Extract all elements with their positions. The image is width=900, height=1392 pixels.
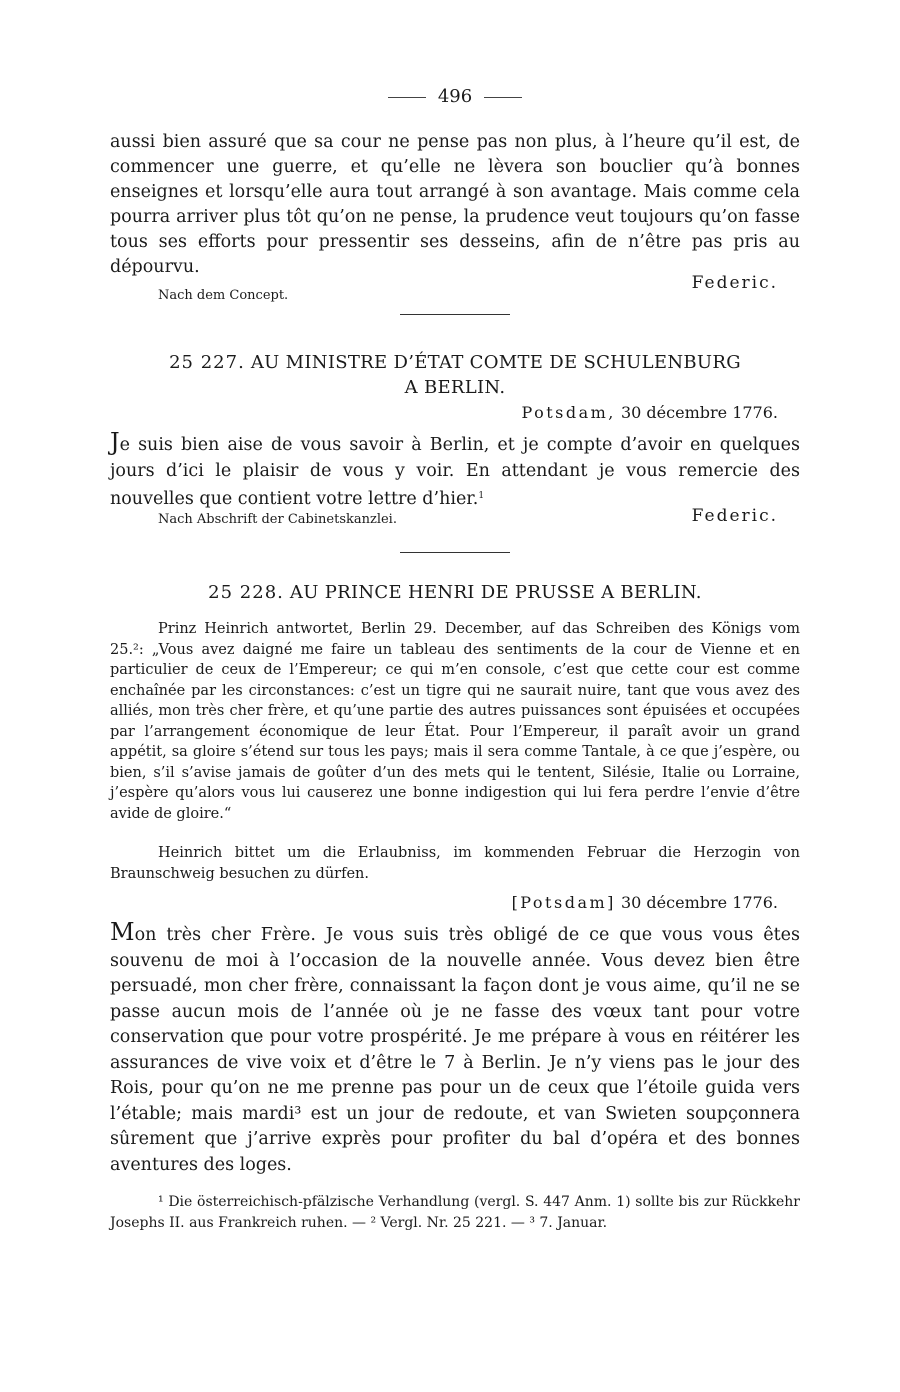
letter2-heading-line1: AU MINISTRE D’ÉTAT COMTE DE SCHULENBURG (250, 352, 741, 373)
letter2-heading-line2: A BERLIN. (404, 377, 506, 398)
letter2-body (110, 430, 800, 513)
letter2-text: e suis bien aise de vous savoir à Berlin, et je compte d’avoir en quelques jours d’ici le plaisir de vous y voir. En attendant je vous remercie des nouvelles que contient votre lettre d’hier. (110, 435, 800, 509)
letter3-place: [Potsdam] (511, 893, 616, 912)
letter3-summary2: Heinrich bittet um die Erlaubniss, im kommenden Februar die Herzogin von Braunschweig besuchen zu dürfen. (110, 845, 800, 882)
letter3-heading-text: AU PRINCE HENRI DE PRUSSE A BERLIN. (289, 582, 702, 603)
letter3-text: on très cher Frère. Je vous suis très obligé de ce que vous vous êtes souvenu de moi à l’occasion de la nouvelle année. Vous devez bien être persuadé, mon cher frère, connaissant la façon dont je vous aime, qu’il ne se passe aucun mois de l’année où je ne fasse des vœux tant pour votre conservation que pour votre prospérité. Je me prépare à vous en réitérer les assurances de vive voix et d’être le 7 à Berlin. Je n’y viens pas le jour des Rois, pour qu’on ne me prenne pas pour un de ceux que l’étoile guida vers l’étable; mais mardi³ est un jour de redoute, et van Swieten soupçonnera sûrement que j’arrive exprès pour profiter du bal d’opéra et des bonnes aventures des loges. (110, 925, 800, 1175)
letter2-place: Potsdam, (521, 403, 616, 422)
letter2-heading (110, 352, 800, 373)
letter3-initial: M (110, 918, 135, 946)
separator-rule (400, 314, 510, 315)
dash-right (484, 97, 522, 98)
letter2-dateline (521, 403, 778, 422)
letter1-source: Nach dem Concept. (158, 288, 289, 303)
letter1-body: aussi bien assuré que sa cour ne pense pas non plus, à l’heure qu’il est, de commencer une guerre, et qu’elle ne lèvera son bouclier qu’à bonnes enseignes et lorsqu’elle aura tout arrangé à son avantage. Mais comme cela pourra arriver plus tôt qu’on ne pense, la prudence veut toujours qu’on fasse tous ses efforts pour pressentir ses desseins, afin de n’être pas pris au dépourvu. (110, 132, 800, 277)
letter3-dateline (512, 893, 778, 912)
dash-left (388, 97, 426, 98)
letter3-date: 30 décembre 1776. (620, 893, 778, 912)
letter2-date: 30 décembre 1776. (620, 403, 778, 422)
letter3-number: 25 228. (208, 582, 284, 603)
letter3-heading (110, 582, 800, 603)
letter3-body (110, 920, 800, 1178)
letter1-signature: Federic. (691, 273, 778, 293)
letter2-initial: J (110, 428, 120, 456)
page-number: 496 (110, 86, 800, 107)
letter2-signature: Federic. (691, 506, 778, 526)
footnotes: ¹ Die österreichisch-pfälzische Verhandlung (vergl. S. 447 Anm. 1) sollte bis zur Rückkehr Josephs II. aus Frankreich ruhen. — ² Vergl. Nr. 25 221. — ³ 7. Januar. (110, 1194, 800, 1231)
letter2-source: Nach Abschrift der Cabinetskanzlei. (158, 512, 397, 527)
footnote-mark: 1 (478, 491, 485, 501)
letter3-summary: Prinz Heinrich antwortet, Berlin 29. December, auf das Schreiben des Königs vom 25.²: „Vous avez daigné me faire un tableau des sentiments de la cour de Vienne et en particulier de ceux de l’Empereur; ce qui m’en console, c’est que cette cour est comme enchaînée par les circonstances: c’est un tigre qui ne saurait nuire, tant que vous avez des alliés, mon très cher frère, et qu’une partie des autres puissances sont épuisées et occupées par l’arrangement économique de leur État. Pour l’Empereur, il paraît avoir un grand appétit, sa gloire s’étend sur tous les pays; mais il sera comme Tantale, à ce que j’espère, ou bien, s’il s’avise jamais de goûter d’un des mets qui le tentent, Silésie, Italie ou Lorraine, j’espère qu’alors vous lui causerez une bonne indigestion qui lui fera perdre l’envie d’être avide de gloire.“ (110, 621, 800, 822)
separator-rule (400, 552, 510, 553)
letter2-number: 25 227. (169, 352, 245, 373)
